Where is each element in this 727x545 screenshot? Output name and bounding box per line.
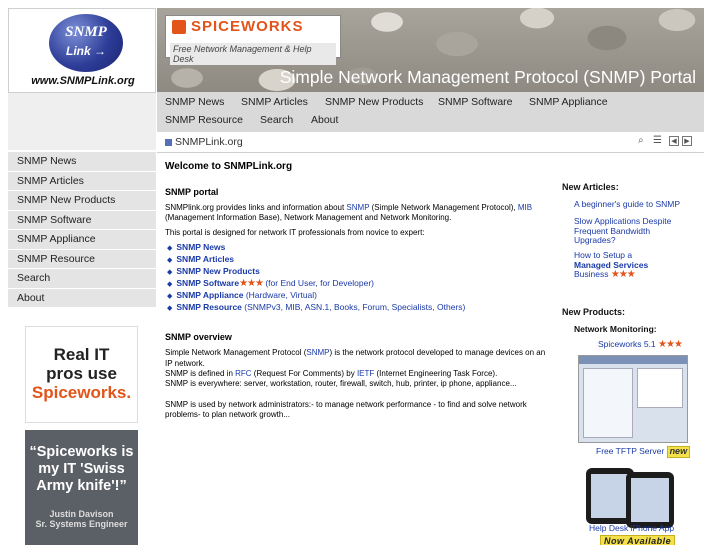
overview-rfc xyxy=(165,369,550,379)
topnav-about[interactable]: About xyxy=(311,114,339,126)
list-item[interactable] xyxy=(167,302,550,314)
topnav-snmp-news[interactable]: SNMP News xyxy=(165,96,225,108)
spiceworks-brand: SPICEWORKS xyxy=(191,18,304,35)
bullet-icon: ◆ xyxy=(167,268,173,276)
helpdesk-app-link[interactable]: Help Desk iPhone App xyxy=(589,523,675,533)
list-item-extra[interactable]: (for End User, for Developer) xyxy=(262,277,374,288)
sidebar-item-snmp-software[interactable]: SNMP Software xyxy=(8,211,156,231)
sidebar-item-snmp-news[interactable]: SNMP News xyxy=(8,152,156,172)
sidebar-item-snmp-articles[interactable]: SNMP Articles xyxy=(8,172,156,192)
list-item[interactable] xyxy=(167,266,550,278)
list-item-extra[interactable]: (Hardware, Virtual) xyxy=(243,289,318,300)
topnav-search[interactable]: Search xyxy=(260,114,294,126)
now-available-badge: Now Available xyxy=(600,535,675,545)
ad-role: Sr. Systems Engineer xyxy=(35,519,128,529)
phone-screen xyxy=(631,478,669,522)
breadcrumb-bar xyxy=(157,133,704,153)
list-item-name[interactable]: SNMP New Products xyxy=(176,265,260,276)
page-title: Simple Network Management Protocol (SNMP) Portal xyxy=(279,67,696,87)
topnav-snmp-articles[interactable]: SNMP Articles xyxy=(241,96,308,108)
tftp-label: Free TFTP Server xyxy=(596,446,665,456)
article-link[interactable] xyxy=(574,251,694,280)
left-band xyxy=(8,93,156,150)
available-badge-wrap xyxy=(600,535,675,545)
site-logo[interactable] xyxy=(8,8,156,93)
bullet-icon: ◆ xyxy=(167,280,173,288)
screenshot-pane xyxy=(583,368,633,438)
list-item-name[interactable]: SNMP Software xyxy=(176,277,240,288)
left-column xyxy=(0,0,155,545)
screenshot-pane xyxy=(637,368,683,408)
article-link-business: Business xyxy=(574,269,609,279)
sidebar-item-snmp-resource[interactable]: SNMP Resource xyxy=(8,250,156,270)
bullet-icon: ◆ xyxy=(167,292,173,300)
portal-link-list xyxy=(167,242,550,314)
overview-paragraph xyxy=(165,348,550,369)
topnav-snmp-resource[interactable]: SNMP Resource xyxy=(165,114,244,126)
sidebar-item-search[interactable]: Search xyxy=(8,269,156,289)
snmp-link[interactable]: SNMP xyxy=(346,203,370,212)
sidebar-nav xyxy=(8,152,156,308)
portal-heading: SNMP portal xyxy=(165,186,219,197)
spiceworks-logo-icon xyxy=(172,20,186,34)
portal-intro: This portal is designed for network IT professionals from novice to expert: xyxy=(165,227,425,237)
list-item[interactable] xyxy=(167,278,550,290)
list-item[interactable] xyxy=(167,242,550,254)
topnav-snmp-appliance[interactable]: SNMP Appliance xyxy=(529,96,608,108)
search-icon[interactable]: ⌕ xyxy=(638,135,644,146)
ad-line3: Spiceworks. xyxy=(31,383,132,402)
bullet-icon: ◆ xyxy=(167,244,173,252)
article-link-text: How to Setup a xyxy=(574,250,633,260)
list-item[interactable] xyxy=(167,290,550,302)
ov2-b: (Request For Comments) by xyxy=(251,368,357,378)
new-products-heading: New Products: xyxy=(562,307,626,317)
next-icon[interactable]: ▶ xyxy=(682,136,692,146)
list-item[interactable] xyxy=(167,254,550,266)
new-badge: new xyxy=(667,446,691,458)
overview-heading: SNMP overview xyxy=(165,331,232,342)
overview-everywhere: SNMP is everywhere: server, workstation, router, firewall, switch, hub, printer, ip phone, appliance... xyxy=(165,379,517,389)
ietf-link[interactable]: IETF xyxy=(356,368,375,378)
list-item-name[interactable]: SNMP Resource xyxy=(176,301,242,312)
bullet-icon xyxy=(165,139,172,146)
breadcrumb[interactable]: SNMPLink.org xyxy=(175,136,243,148)
globe-icon xyxy=(49,14,123,72)
spiceworks-product-link[interactable] xyxy=(598,340,682,350)
rating-stars-icon: ★★★ xyxy=(658,339,682,350)
welcome-heading: Welcome to SNMPLink.org xyxy=(165,161,293,172)
portal-paragraph xyxy=(165,203,550,224)
ad-name: Justin Davison xyxy=(49,509,114,519)
ov1-a: Simple Network Management Protocol ( xyxy=(165,348,307,358)
article-link[interactable]: A beginner's guide to SNMP xyxy=(574,199,681,209)
phone-screen xyxy=(591,474,629,518)
screenshot-titlebar xyxy=(579,356,687,364)
ad-quote: “Spiceworks is my IT 'Swiss Army knife'!” xyxy=(29,444,134,494)
topnav-snmp-software[interactable]: SNMP Software xyxy=(438,96,513,108)
top-nav xyxy=(157,92,704,132)
spiceworks-banner[interactable] xyxy=(165,15,341,64)
spiceworks-tagline: Free Network Management & Help Desk xyxy=(170,43,336,65)
phone-icon xyxy=(626,472,674,528)
header-banner xyxy=(157,8,704,92)
sidebar-item-snmp-appliance[interactable]: SNMP Appliance xyxy=(8,230,156,250)
logo-line1: SNMP xyxy=(65,24,107,40)
list-item-name[interactable]: SNMP Articles xyxy=(176,253,235,264)
rating-stars-icon: ★★★ xyxy=(239,277,263,289)
overview-usage: SNMP is used by network administrators:- to manage network performance - to find and solve network problems- to plan network growth... xyxy=(165,399,527,419)
tftp-link[interactable] xyxy=(596,446,690,458)
iphone-image[interactable] xyxy=(586,468,686,524)
spiceworks-version: Spiceworks 5.1 xyxy=(598,339,656,349)
article-link-bold: Managed Services xyxy=(574,259,649,270)
rfc-link[interactable]: RFC xyxy=(235,368,252,378)
spiceworks-screenshot[interactable] xyxy=(578,355,688,443)
article-link[interactable]: Slow Applications Despite Frequent Bandwidth Upgrades? xyxy=(574,216,672,245)
sidebar-item-about[interactable]: About xyxy=(8,289,156,309)
portal-text-c: (Management Information Base), Network Management and Network Monitoring. xyxy=(165,213,452,223)
portal-text-b: (Simple Network Management Protocol), xyxy=(369,203,518,212)
ad-line2: pros use xyxy=(46,364,117,383)
list-item-extra[interactable]: (SNMPv3, MIB, ASN.1, Books, Forum, Specialists, Others) xyxy=(241,301,466,312)
new-articles-heading: New Articles: xyxy=(562,182,619,192)
sitemap-icon[interactable]: ☰ xyxy=(653,135,662,146)
ov2-c: (Internet Engineering Task Force). xyxy=(374,368,498,378)
topnav-snmp-new-products[interactable]: SNMP New Products xyxy=(325,96,424,108)
portal-text-a: SNMPlink.org provides links and information about xyxy=(165,203,347,212)
list-item-name[interactable]: SNMP Appliance xyxy=(176,289,244,300)
list-item-name[interactable]: SNMP News xyxy=(176,241,226,252)
ad-line1: Real IT xyxy=(53,345,110,364)
spiceworks-ad[interactable] xyxy=(25,326,138,423)
logo-line2: Link → xyxy=(65,44,106,58)
ov1-b: ) is the network protocol developed to manage devices on an IP network. xyxy=(165,348,546,368)
main-content xyxy=(165,160,550,420)
bullet-icon: ◆ xyxy=(167,256,173,264)
snmp-link[interactable]: SNMP xyxy=(306,348,330,358)
ov2-a: SNMP is defined in xyxy=(165,368,236,378)
bullet-icon: ◆ xyxy=(167,304,173,312)
rating-stars-icon: ★★★ xyxy=(610,269,635,280)
mib-link[interactable]: MIB xyxy=(517,203,533,212)
logo-url: www.SNMPLink.org xyxy=(31,75,135,87)
prev-icon[interactable]: ◀ xyxy=(669,136,679,146)
testimonial-ad[interactable] xyxy=(25,430,138,545)
sidebar-item-snmp-new-products[interactable]: SNMP New Products xyxy=(8,191,156,211)
network-monitoring-heading: Network Monitoring: xyxy=(574,324,657,334)
